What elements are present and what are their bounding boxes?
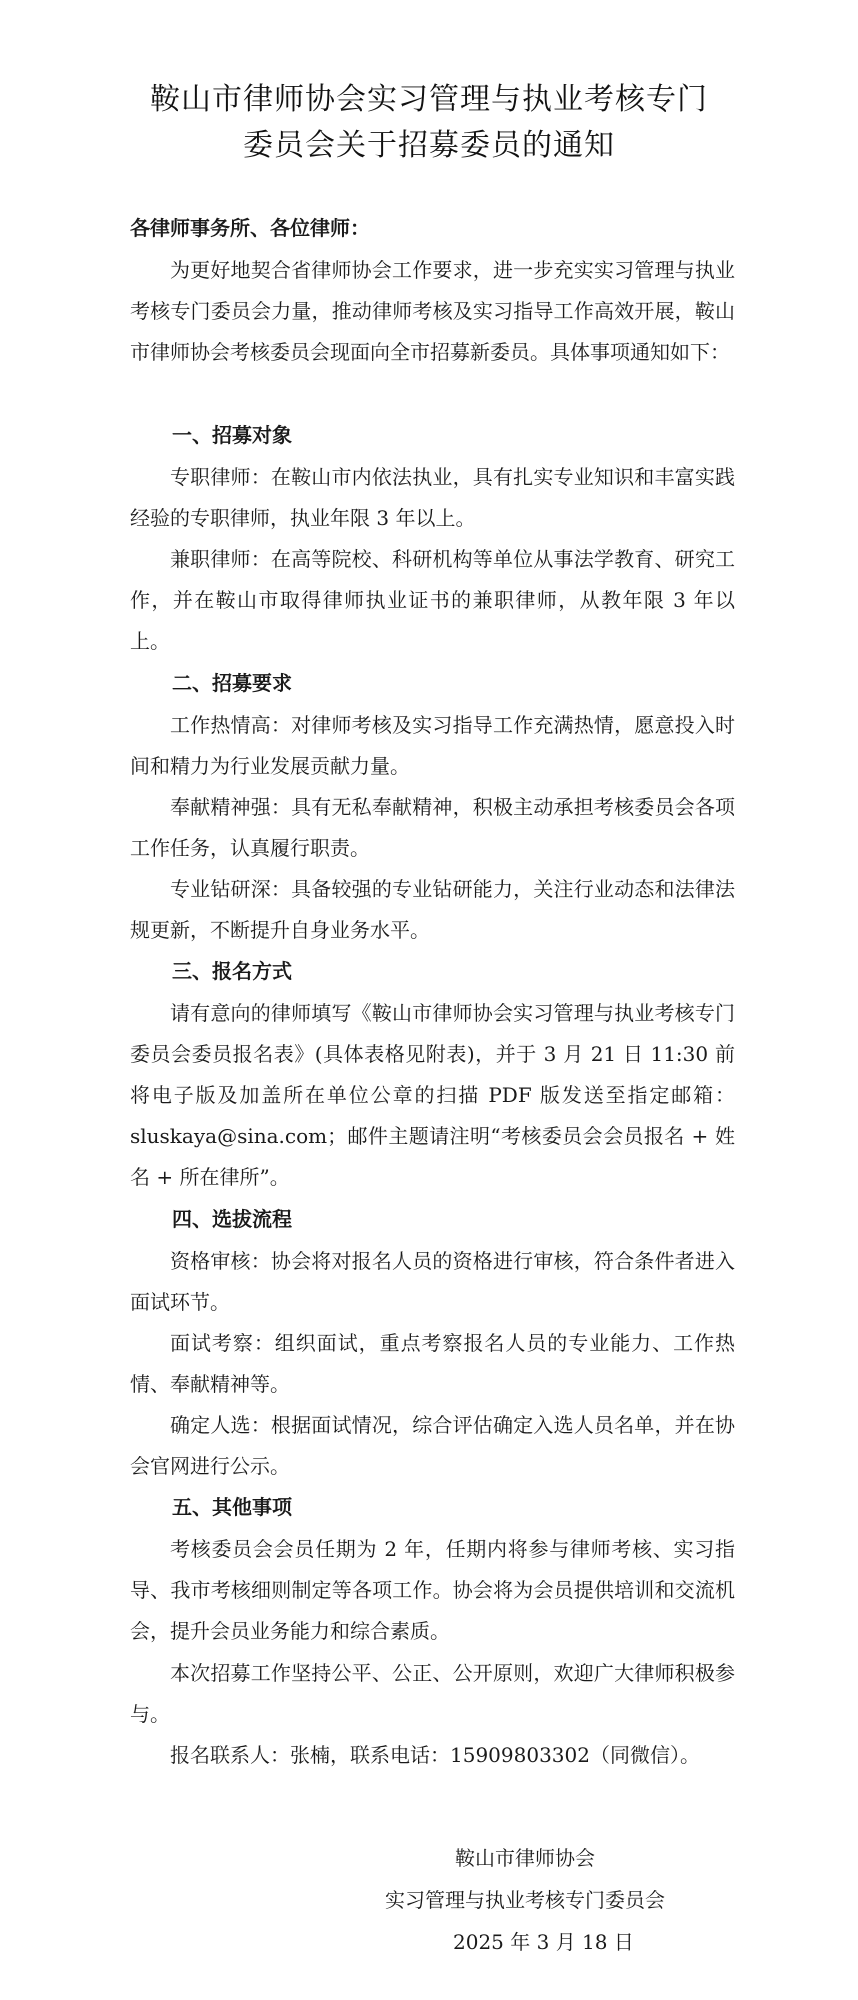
paragraph-registration-method: 请有意向的律师填写《鞍山市律师协会实习管理与执业考核专门委员会委员报名表》(具体表格见附表)，并于 3 月 21 日 11:30 前将电子版及加盖所在单位公章的扫描 PDF 版发送至指定邮箱：sluskaya@sina.com；邮件主题请注明“考核委员会会员报名 + 姓名 + 所在律所”。 — [130, 1001, 735, 1189]
paragraph-full-time-lawyer: 专职律师：在鞍山市内依法执业，具有扎实专业知识和丰富实践经验的专职律师，执业年限 3 年以上。 — [130, 465, 735, 530]
paragraph-qualification-review: 资格审核：协会将对报名人员的资格进行审核，符合条件者进入面试环节。 — [130, 1249, 735, 1314]
paragraph-fairness-principle: 本次招募工作坚持公平、公正、公开原则，欢迎广大律师积极参与。 — [130, 1661, 735, 1726]
document-title-line-1: 鞍山市律师协会实习管理与执业考核专门 — [150, 82, 708, 117]
section-heading-recruitment-requirements: 二、招募要求 — [172, 671, 292, 695]
section-heading-registration: 三、报名方式 — [172, 959, 292, 983]
paragraph-final-selection: 确定人选：根据面试情况，综合评估确定入选人员名单，并在协会官网进行公示。 — [130, 1413, 735, 1478]
signature-committee: 实习管理与执业考核专门委员会 — [385, 1888, 665, 1912]
paragraph-expertise: 专业钻研深：具备较强的专业钻研能力，关注行业动态和法律法规更新，不断提升自身业务水平。 — [130, 877, 735, 942]
section-heading-recruitment-target: 一、招募对象 — [172, 423, 292, 447]
paragraph-part-time-lawyer: 兼职律师：在高等院校、科研机构等单位从事法学教育、研究工作，并在鞍山市取得律师执业证书的兼职律师，从教年限 3 年以上。 — [130, 547, 735, 653]
salutation: 各律师事务所、各位律师： — [130, 216, 370, 240]
signature-date: 2025 年 3 月 18 日 — [453, 1930, 634, 1954]
section-heading-other-matters: 五、其他事项 — [172, 1495, 292, 1519]
signature-organization: 鞍山市律师协会 — [455, 1846, 595, 1870]
paragraph-dedication: 奉献精神强：具有无私奉献精神，积极主动承担考核委员会各项工作任务，认真履行职责。 — [130, 795, 735, 860]
paragraph-term-of-office: 考核委员会会员任期为 2 年，任期内将参与律师考核、实习指导、我市考核细则制定等各项工作。协会将为会员提供培训和交流机会，提升会员业务能力和综合素质。 — [130, 1537, 735, 1643]
paragraph-interview: 面试考察：组织面试，重点考察报名人员的专业能力、工作热情、奉献精神等。 — [130, 1331, 735, 1396]
paragraph-contact: 报名联系人：张楠，联系电话：15909803302（同微信）。 — [170, 1743, 700, 1767]
document-title-line-2: 委员会关于招募委员的通知 — [243, 128, 615, 163]
section-heading-selection-process: 四、选拔流程 — [172, 1207, 292, 1231]
paragraph-enthusiasm: 工作热情高：对律师考核及实习指导工作充满热情，愿意投入时间和精力为行业发展贡献力量。 — [130, 713, 735, 778]
intro-paragraph: 为更好地契合省律师协会工作要求，进一步充实实习管理与执业考核专门委员会力量，推动律师考核及实习指导工作高效开展，鞍山市律师协会考核委员会现面向全市招募新委员。具体事项通知如下： — [130, 258, 735, 364]
